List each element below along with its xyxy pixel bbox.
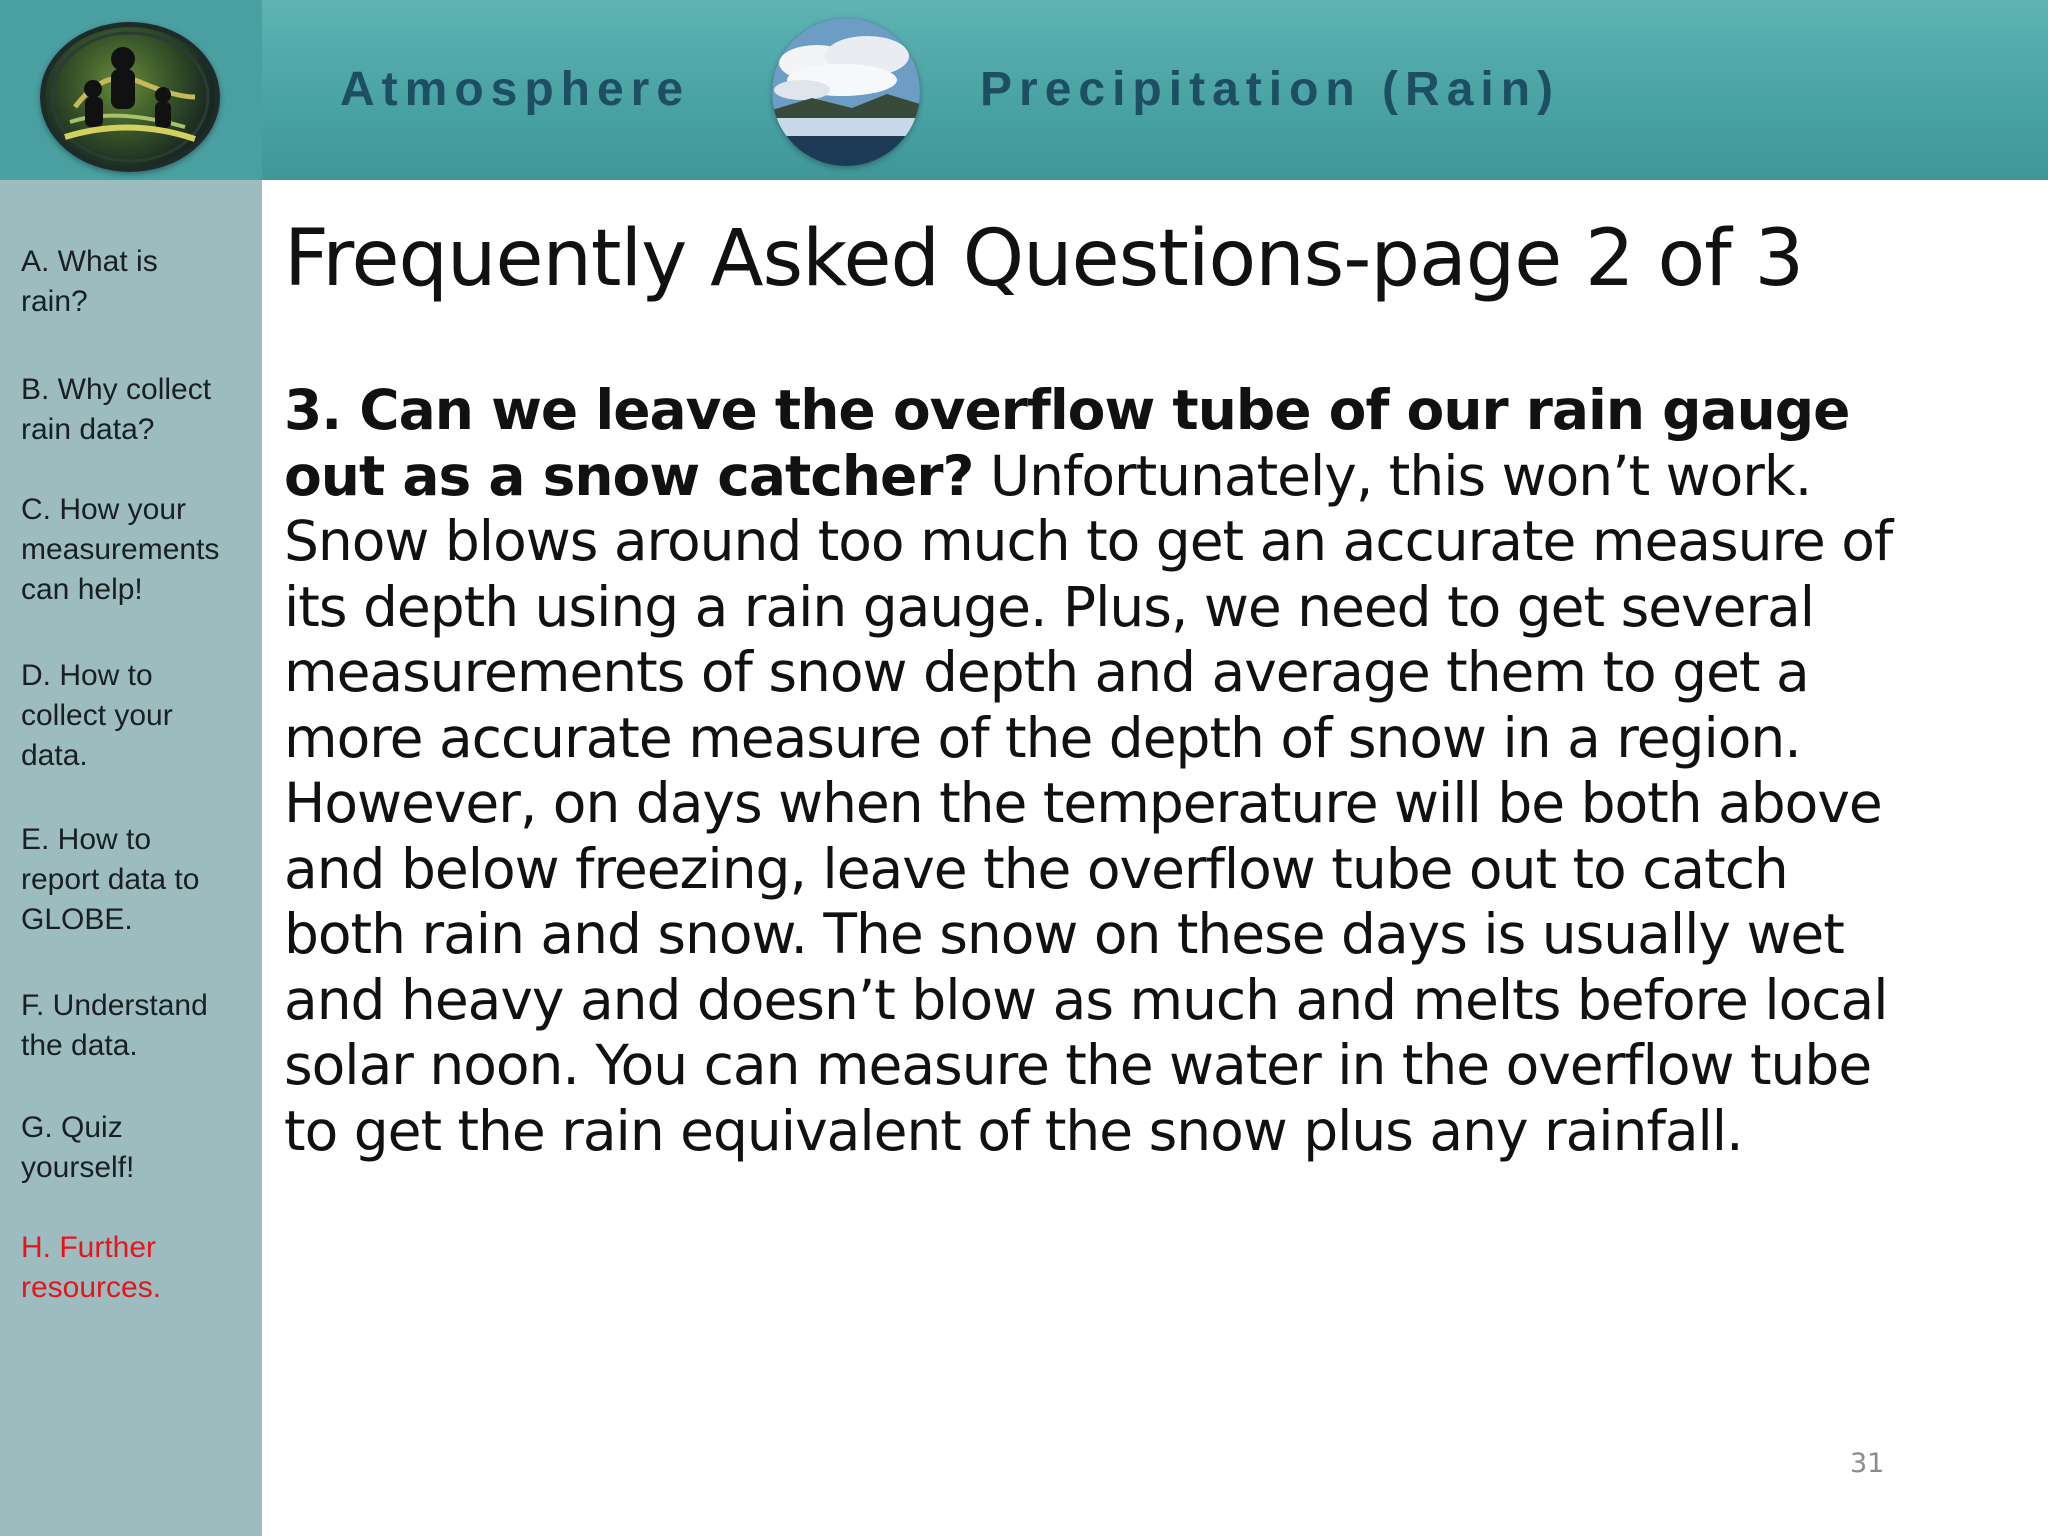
sidebar-item-understand-data[interactable]: [21, 986, 256, 1066]
logo-cell: [0, 0, 262, 180]
sidebar-item-report-data[interactable]: [21, 820, 256, 940]
sidebar-item-label: E. How to report data to GLOBE.: [21, 823, 200, 936]
sidebar-item-why-collect[interactable]: [21, 370, 256, 450]
sidebar-item-label: B. Why collect rain data?: [21, 373, 212, 446]
sidebar-item-what-is-rain[interactable]: [21, 242, 256, 322]
page-title: Frequently Asked Questions-page 2 of 3: [284, 214, 1804, 304]
sidebar-item-how-to-collect[interactable]: [21, 656, 256, 776]
faq-answer: Unfortunately, this won’t work. Snow blows around too much to get an accurate measure of its depth using a rain gauge. Plus, we need to get several measurements of snow depth and average them to get a more accurate measure of the depth of snow in a region. However, on days when the temperature will be both above and below freezing, leave the overflow tube out to catch both rain and snow. The snow on these days is usually wet and heavy and doesn’t blow as much and melts before local solar noon. You can measure the water in the overflow tube to get the rain equivalent of the snow plus any rainfall.: [284, 443, 1893, 1163]
sidebar-item-quiz[interactable]: [21, 1108, 256, 1188]
sidebar-item-label: F. Understand the data.: [21, 989, 208, 1062]
sidebar-item-label: G. Quiz yourself!: [21, 1111, 135, 1184]
globe-logo-icon: [40, 22, 220, 172]
header-title-atmosphere: Atmosphere: [340, 63, 691, 116]
sidebar-item-label: H. Further resources.: [21, 1231, 162, 1304]
header-title-precipitation: Precipitation (Rain): [980, 63, 1561, 116]
sidebar-item-further-resources[interactable]: [21, 1228, 256, 1308]
clouds-landscape-icon: [772, 18, 920, 166]
slide-page-number: 31: [1850, 1448, 1885, 1479]
sidebar-item-measurements-help[interactable]: [21, 490, 256, 610]
faq-entry: [284, 378, 1904, 1164]
faq-question: 3. Can we leave the overflow tube of our rain gauge out as a snow catcher?: [284, 378, 1850, 508]
sidebar-item-label: A. What is rain?: [21, 245, 158, 318]
header-banner: [0, 0, 2048, 180]
sidebar-nav: [0, 180, 262, 1536]
sidebar-item-label: D. How to collect your data.: [21, 659, 173, 772]
sidebar-item-label: C. How your measurements can help!: [21, 493, 220, 606]
